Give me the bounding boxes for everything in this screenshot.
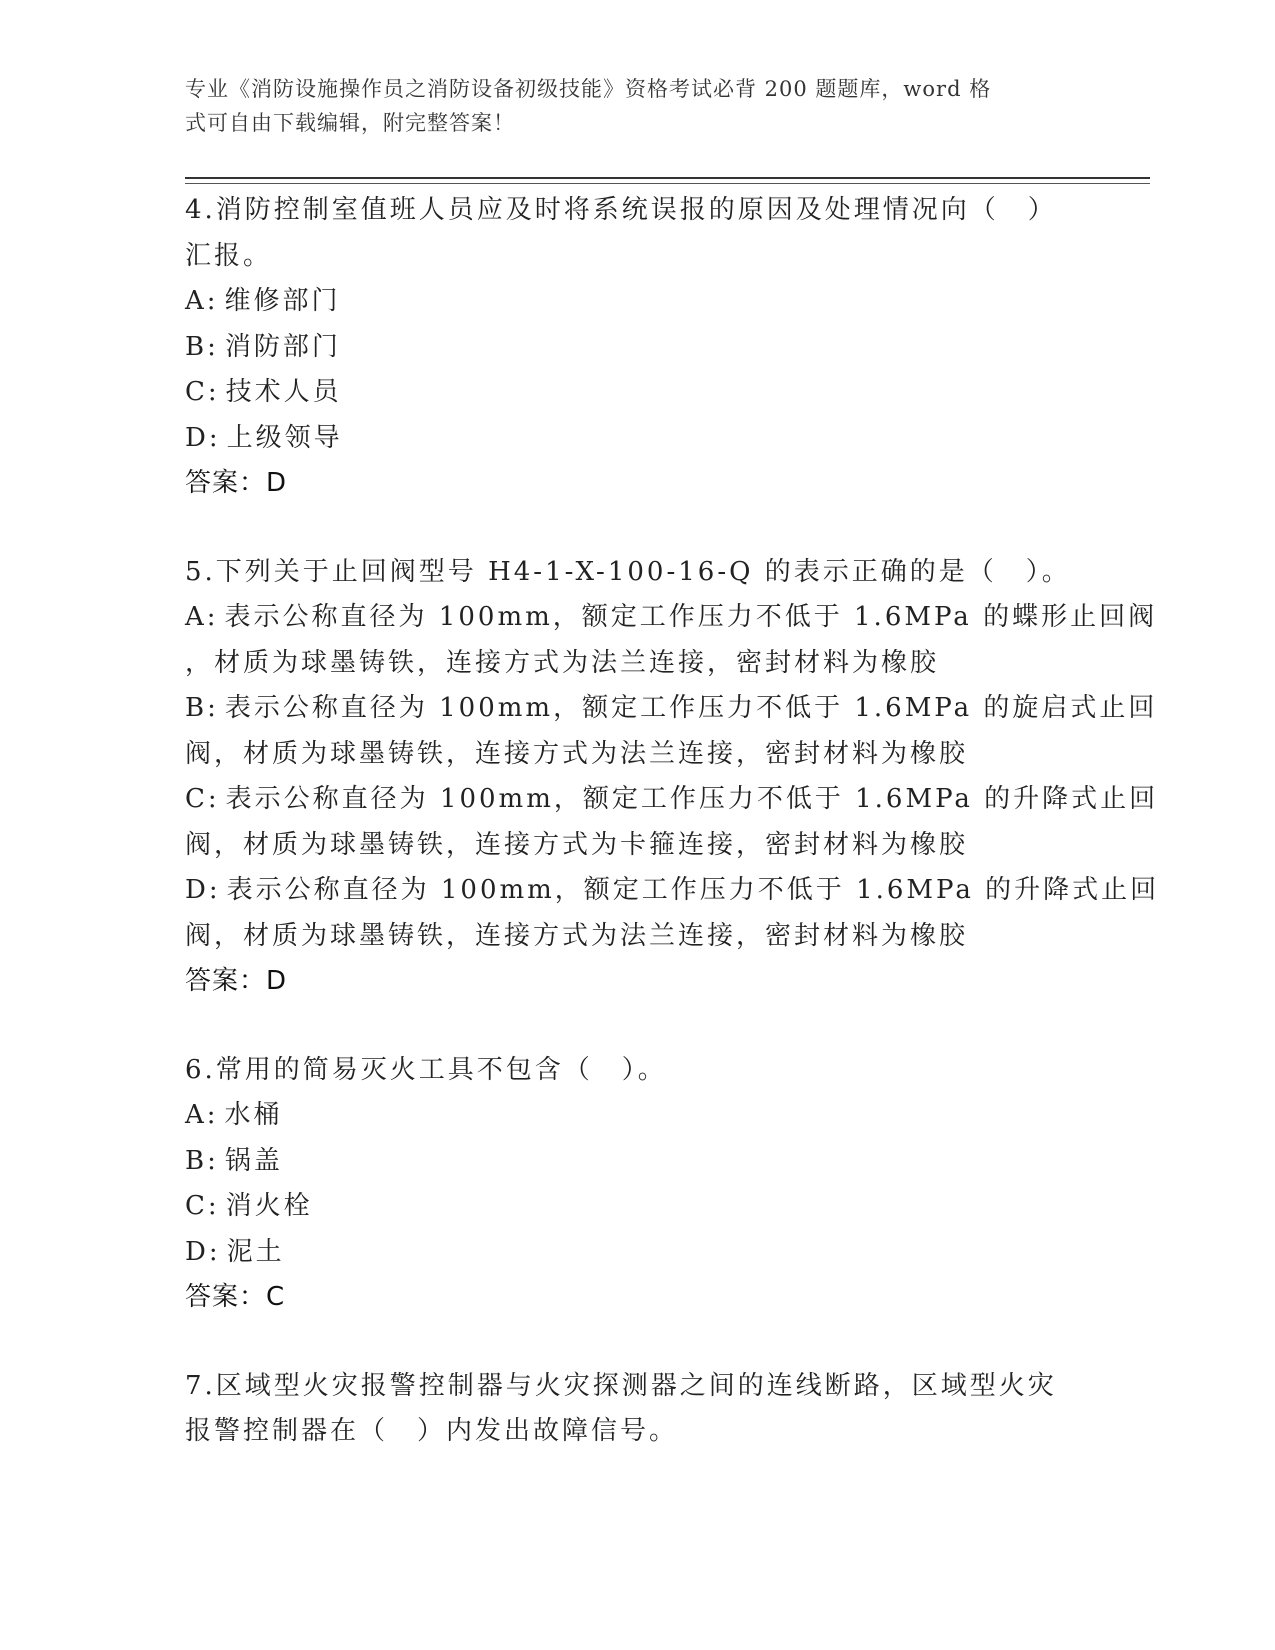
option-line [185, 1093, 1085, 1139]
answer-line: 答案：D [185, 966, 288, 996]
option-label: C: [185, 784, 220, 814]
option-text: 阀，材质为球墨铸铁，连接方式为法兰连接，密封材料为橡胶 [185, 920, 969, 951]
header-line-1: 专业《消防设施操作员之消防设备初级技能》资格考试必背 200 题题库，word 格 [185, 77, 992, 101]
option-label: D: [185, 1236, 221, 1267]
option-line [185, 868, 1160, 914]
question-block [185, 188, 1085, 507]
question-list [185, 188, 1160, 1498]
option-text: 消火栓 [225, 1191, 313, 1221]
option-label: B: [185, 1145, 219, 1176]
option-line [185, 732, 1085, 778]
option-line [185, 1139, 1085, 1185]
header-divider-thin [185, 183, 1150, 184]
option-line [185, 1230, 1085, 1276]
option-line [185, 641, 1085, 687]
option-label: C: [185, 377, 220, 407]
question-stem-line: 6.常用的简易灭火工具不包含（ ）。 [185, 1054, 667, 1085]
question-stem-line: 报警控制器在（ ）内发出故障信号。 [185, 1416, 679, 1446]
option-text: 泥土 [226, 1236, 285, 1267]
option-line [185, 1184, 1085, 1230]
option-label: A: [185, 286, 219, 316]
option-text: 维修部门 [224, 286, 341, 316]
option-line [185, 914, 1085, 960]
option-text: 上级领导 [226, 422, 343, 453]
option-label: D: [185, 422, 221, 453]
question-block [185, 1048, 1085, 1321]
option-text: 表示公称直径为 100mm，额定工作压力不低于 1.6MPa 的旋启式止回 [224, 693, 1158, 723]
question-block [185, 550, 1160, 1005]
option-text: 表示公称直径为 100mm，额定工作压力不低于 1.6MPa 的蝶形止回阀 [224, 602, 1158, 632]
option-text: 表示公称直径为 100mm，额定工作压力不低于 1.6MPa 的升降式止回 [225, 784, 1159, 814]
question-stem-line: 5.下列关于止回阀型号 H4-1-X-100-16-Q 的表示正确的是（ ）。 [185, 556, 1071, 587]
option-text: ，材质为球墨铸铁，连接方式为法兰连接，密封材料为橡胶 [185, 647, 940, 678]
option-label: B: [185, 693, 219, 723]
question-block [185, 1364, 1085, 1455]
option-text: 技术人员 [225, 377, 342, 407]
question-stem-line: 4.消防控制室值班人员应及时将系统误报的原因及处理情况向（ ） [185, 195, 1057, 225]
option-text: 消防部门 [224, 331, 341, 362]
option-line [185, 370, 1085, 416]
option-text: 锅盖 [224, 1145, 283, 1176]
option-label: C: [185, 1191, 220, 1221]
question-stem-line: 汇报。 [185, 240, 273, 271]
option-line [185, 325, 1085, 371]
document-header [185, 72, 1065, 140]
option-text: 表示公称直径为 100mm，额定工作压力不低于 1.6MPa 的升降式止回 [226, 875, 1160, 905]
header-divider-thick [185, 177, 1150, 179]
option-label: A: [185, 602, 219, 632]
option-text: 阀，材质为球墨铸铁，连接方式为法兰连接，密封材料为橡胶 [185, 738, 969, 769]
option-text: 水桶 [224, 1100, 283, 1130]
option-label: B: [185, 331, 219, 362]
option-line [185, 416, 1085, 462]
answer-line: 答案：D [185, 468, 288, 498]
option-line [185, 686, 1158, 732]
option-line [185, 823, 1085, 869]
option-line [185, 279, 1085, 325]
answer-line: 答案：C [185, 1282, 286, 1312]
option-label: A: [185, 1100, 219, 1130]
question-stem-line: 7.区域型火灾报警控制器与火灾探测器之间的连线断路，区域型火灾 [185, 1370, 1057, 1401]
option-label: D: [185, 875, 221, 905]
header-line-2: 式可自由下载编辑，附完整答案！ [185, 111, 515, 135]
option-line [185, 777, 1159, 823]
option-line [185, 595, 1158, 641]
option-text: 阀，材质为球墨铸铁，连接方式为卡箍连接，密封材料为橡胶 [185, 829, 969, 860]
